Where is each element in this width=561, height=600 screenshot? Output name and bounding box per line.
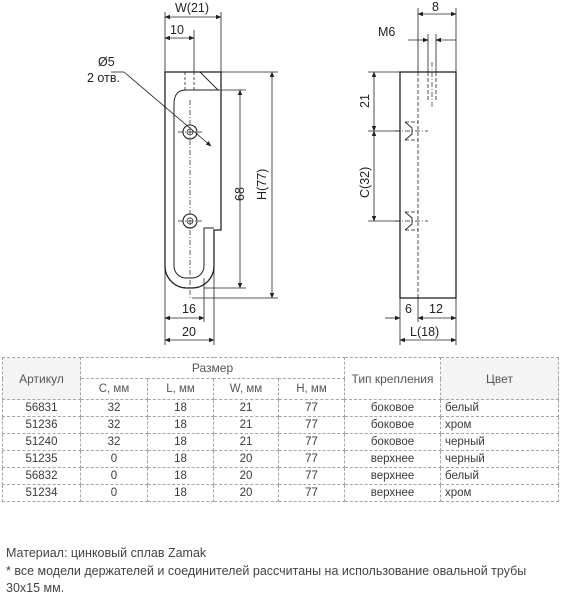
cell-h: 77 [279,485,345,502]
header-size: Размер [81,358,345,379]
cell-l: 18 [148,417,214,434]
side-view [395,62,456,298]
front-view-hook-inner [174,104,214,278]
hole-diameter-label: Ø5 [98,55,115,69]
cell-code: 56832 [3,468,81,485]
cell-w: 21 [214,434,279,451]
cell-color: белый [441,400,559,417]
cell-mount: верхнее [345,451,441,468]
cell-h: 77 [279,468,345,485]
header-w: W, мм [214,379,279,400]
cell-w: 21 [214,417,279,434]
header-mount: Тип крепления [345,358,441,400]
cell-mount: боковое [345,434,441,451]
cell-h: 77 [279,400,345,417]
side-view-outline [400,72,456,298]
cell-l: 18 [148,468,214,485]
dim-8-label: 8 [432,0,439,14]
dim-68-label: 68 [233,187,247,201]
dim-21-label: 21 [358,94,372,108]
material-note: Материал: цинковый сплав Zamak [6,546,207,560]
cell-h: 77 [279,417,345,434]
cell-color: черный [441,434,559,451]
table-row [3,434,559,451]
cell-mount: боковое [345,400,441,417]
cell-code: 51235 [3,451,81,468]
header-l: L, мм [148,379,214,400]
front-view-dimensions [111,12,278,345]
table-row [3,485,559,502]
front-view-outline [165,72,221,288]
dim-6-label: 6 [405,302,412,316]
cell-l: 18 [148,451,214,468]
cell-color: хром [441,417,559,434]
table-row [3,451,559,468]
cell-l: 18 [148,400,214,417]
cell-h: 77 [279,451,345,468]
cell-w: 20 [214,468,279,485]
table-row [3,468,559,485]
cell-c: 32 [81,434,148,451]
cell-c: 0 [81,485,148,502]
cell-code: 51240 [3,434,81,451]
cell-c: 32 [81,417,148,434]
cell-code: 56831 [3,400,81,417]
front-view [165,72,221,300]
cell-w: 21 [214,400,279,417]
cell-c: 32 [81,400,148,417]
cell-l: 18 [148,434,214,451]
cell-l: 18 [148,485,214,502]
dim-l-label: L(18) [410,325,440,339]
dim-h-label: H(77) [255,168,269,200]
notes [6,545,558,598]
cell-c: 0 [81,468,148,485]
footnote: * все модели держателей и соединителей рассчитаны на использование овальной трубы 30x15 мм. [6,563,527,595]
thread-label: M6 [378,25,396,39]
cell-code: 51236 [3,417,81,434]
table-row [3,417,559,434]
header-h: H, мм [279,379,345,400]
cell-w: 20 [214,485,279,502]
table-row [3,400,559,417]
dim-10-label: 10 [170,23,184,37]
cell-color: белый [441,468,559,485]
dim-16-label: 16 [182,302,196,316]
cell-mount: боковое [345,417,441,434]
cell-color: черный [441,451,559,468]
side-view-dimensions [368,8,456,345]
cell-color: хром [441,485,559,502]
hole-count-label: 2 отв. [87,71,120,85]
cell-mount: верхнее [345,485,441,502]
front-view-inner-contour [174,90,220,104]
spec-table [2,357,559,502]
dim-c-label: C(32) [358,166,372,198]
cell-h: 77 [279,434,345,451]
header-code: Артикул [3,358,81,400]
cell-mount: верхнее [345,468,441,485]
header-c: C, мм [81,379,148,400]
dim-12-label: 12 [429,302,443,316]
dim-20-label: 20 [182,325,196,339]
cell-c: 0 [81,451,148,468]
cell-code: 51234 [3,485,81,502]
header-color: Цвет [441,358,559,400]
cell-w: 20 [214,451,279,468]
dim-w-label: W(21) [175,1,210,15]
